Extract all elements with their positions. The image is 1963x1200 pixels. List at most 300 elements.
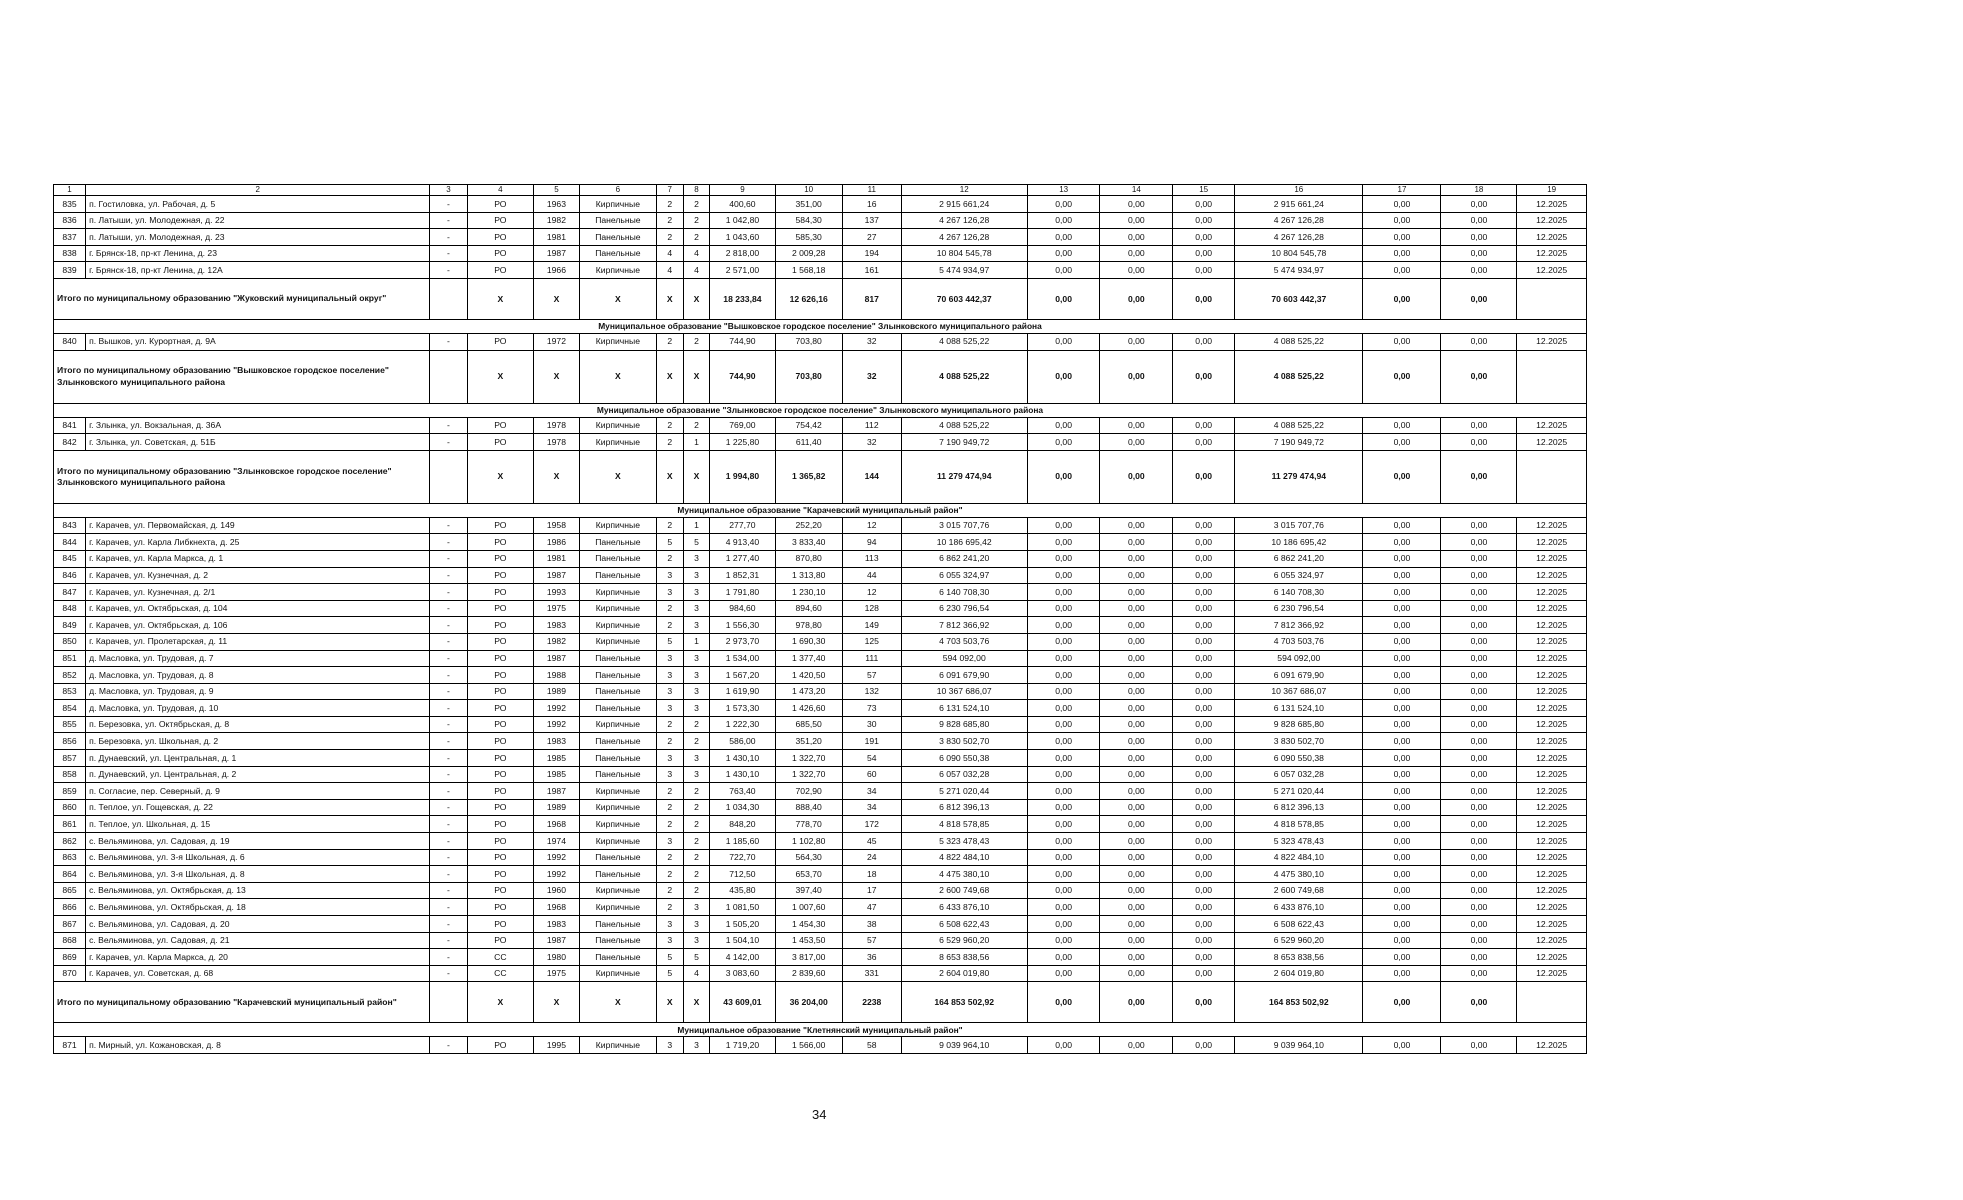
table-cell: 6 055 324,97: [901, 567, 1027, 584]
table-cell: 0,00: [1441, 833, 1517, 850]
table-cell: 5 271 020,44: [901, 783, 1027, 800]
table-cell: Панельные: [579, 700, 656, 717]
table-cell: 2: [683, 229, 710, 246]
table-cell: 4 267 126,28: [1235, 229, 1363, 246]
table-cell: 0,00: [1441, 866, 1517, 883]
table-cell: 1 573,30: [710, 700, 775, 717]
table-cell: РО: [467, 517, 533, 534]
table-cell: 841: [54, 417, 86, 434]
table-cell: 4 088 525,22: [901, 333, 1027, 350]
table-cell: г. Карачев, ул. Советская, д. 68: [86, 965, 430, 982]
table-cell: 2 571,00: [710, 262, 775, 279]
table-cell: 5 474 934,97: [901, 262, 1027, 279]
table-cell: 0,00: [1027, 517, 1100, 534]
table-cell: Кирпичные: [579, 196, 656, 213]
table-cell: -: [430, 882, 467, 899]
table-cell: 0,00: [1100, 882, 1173, 899]
table-cell: 3: [683, 550, 710, 567]
table-cell: г. Злынка, ул. Советская, д. 51Б: [86, 434, 430, 451]
table-cell: 0,00: [1100, 916, 1173, 933]
table-cell: 3 015 707,76: [901, 517, 1027, 534]
table-cell: 0,00: [1441, 633, 1517, 650]
table-cell: 2: [656, 212, 683, 229]
table-cell: Панельные: [579, 245, 656, 262]
table-cell: 1 430,10: [710, 766, 775, 783]
table-cell: РО: [467, 650, 533, 667]
total-cell: 0,00: [1173, 450, 1235, 503]
table-cell: 1985: [533, 750, 579, 767]
table-cell: 1987: [533, 932, 579, 949]
table-cell: 846: [54, 567, 86, 584]
table-cell: 125: [842, 633, 901, 650]
table-cell: 2 915 661,24: [1235, 196, 1363, 213]
table-cell: -: [430, 567, 467, 584]
total-cell: 70 603 442,37: [901, 278, 1027, 319]
table-row: [54, 650, 1587, 667]
total-cell: Х: [656, 982, 683, 1023]
table-cell: п. Гостиловка, ул. Рабочая, д. 5: [86, 196, 430, 213]
table-cell: 10 186 695,42: [901, 534, 1027, 551]
table-cell: -: [430, 434, 467, 451]
table-cell: 0,00: [1027, 229, 1100, 246]
total-cell: Х: [656, 350, 683, 403]
table-cell: 866: [54, 899, 86, 916]
table-cell: 12.2025: [1517, 866, 1587, 883]
housing-repair-table: [53, 184, 1587, 1054]
table-cell: 47: [842, 899, 901, 916]
table-cell: 0,00: [1027, 783, 1100, 800]
table-cell: 0,00: [1100, 567, 1173, 584]
table-cell: 132: [842, 683, 901, 700]
table-cell: п. Латыши, ул. Молодежная, д. 23: [86, 229, 430, 246]
table-cell: -: [430, 683, 467, 700]
table-cell: Панельные: [579, 212, 656, 229]
table-cell: 0,00: [1363, 333, 1441, 350]
table-cell: 12.2025: [1517, 750, 1587, 767]
table-cell: -: [430, 816, 467, 833]
table-cell: 2: [656, 733, 683, 750]
total-cell: 744,90: [710, 350, 775, 403]
table-cell: п. Вышков, ул. Курортная, д. 9А: [86, 333, 430, 350]
table-cell: Кирпичные: [579, 262, 656, 279]
header-cell: 8: [683, 185, 710, 196]
table-cell: 0,00: [1363, 750, 1441, 767]
table-cell: 2: [683, 783, 710, 800]
total-cell: 0,00: [1027, 350, 1100, 403]
table-cell: 4 142,00: [710, 949, 775, 966]
table-cell: 0,00: [1173, 517, 1235, 534]
table-cell: 2: [656, 617, 683, 634]
table-cell: 0,00: [1363, 716, 1441, 733]
table-cell: с. Вельяминова, ул. Октябрьская, д. 18: [86, 899, 430, 916]
table-cell: РО: [467, 816, 533, 833]
table-cell: 1986: [533, 534, 579, 551]
table-cell: п. Теплое, ул. Школьная, д. 15: [86, 816, 430, 833]
table-cell: 3: [683, 617, 710, 634]
table-cell: 57: [842, 667, 901, 684]
table-cell: 0,00: [1027, 816, 1100, 833]
table-cell: Кирпичные: [579, 716, 656, 733]
table-cell: 6 812 396,13: [901, 799, 1027, 816]
table-cell: 0,00: [1441, 733, 1517, 750]
table-cell: -: [430, 866, 467, 883]
table-cell: Панельные: [579, 567, 656, 584]
table-cell: 0,00: [1100, 196, 1173, 213]
table-cell: Панельные: [579, 550, 656, 567]
table-cell: 12.2025: [1517, 333, 1587, 350]
table-cell: 4 475 380,10: [901, 866, 1027, 883]
table-cell: 3: [656, 766, 683, 783]
table-cell: 0,00: [1441, 750, 1517, 767]
table-cell: 611,40: [775, 434, 842, 451]
table-cell: 1 556,30: [710, 617, 775, 634]
table-cell: 6 433 876,10: [1235, 899, 1363, 916]
table-row: [54, 212, 1587, 229]
table-cell: 0,00: [1441, 196, 1517, 213]
table-row: [54, 882, 1587, 899]
table-cell: 702,90: [775, 783, 842, 800]
table-cell: 34: [842, 783, 901, 800]
section-header-row: [54, 1023, 1587, 1037]
table-cell: Кирпичные: [579, 899, 656, 916]
table-cell: 0,00: [1027, 600, 1100, 617]
table-cell: РО: [467, 617, 533, 634]
table-cell: 0,00: [1100, 667, 1173, 684]
table-cell: 0,00: [1363, 833, 1441, 850]
total-cell: 0,00: [1441, 450, 1517, 503]
total-cell: 0,00: [1027, 982, 1100, 1023]
table-cell: 1983: [533, 916, 579, 933]
table-cell: 0,00: [1027, 766, 1100, 783]
table-cell: 0,00: [1441, 667, 1517, 684]
table-cell: 1985: [533, 766, 579, 783]
total-cell: Х: [683, 350, 710, 403]
table-cell: 1992: [533, 866, 579, 883]
table-cell: 1 102,80: [775, 833, 842, 850]
table-cell: 2: [656, 550, 683, 567]
table-cell: 0,00: [1173, 245, 1235, 262]
table-cell: 12.2025: [1517, 1037, 1587, 1054]
table-row: [54, 417, 1587, 434]
table-cell: 2: [656, 434, 683, 451]
table-cell: 1 454,30: [775, 916, 842, 933]
table-cell: 7 190 949,72: [901, 434, 1027, 451]
table-cell: 0,00: [1027, 567, 1100, 584]
table-cell: 12.2025: [1517, 932, 1587, 949]
table-cell: 4: [656, 262, 683, 279]
table-cell: 0,00: [1173, 534, 1235, 551]
column-number-header: [54, 185, 1587, 196]
table-cell: 856: [54, 733, 86, 750]
table-cell: -: [430, 965, 467, 982]
table-cell: -: [430, 932, 467, 949]
table-cell: 862: [54, 833, 86, 850]
table-cell: 0,00: [1173, 1037, 1235, 1054]
table-cell: 0,00: [1441, 617, 1517, 634]
table-cell: Кирпичные: [579, 816, 656, 833]
table-cell: 0,00: [1363, 816, 1441, 833]
table-cell: 1982: [533, 212, 579, 229]
total-cell: 0,00: [1100, 982, 1173, 1023]
total-cell: 164 853 502,92: [1235, 982, 1363, 1023]
table-cell: Кирпичные: [579, 517, 656, 534]
table-cell: 0,00: [1441, 550, 1517, 567]
table-cell: 2: [683, 816, 710, 833]
total-cell: 703,80: [775, 350, 842, 403]
table-cell: 3: [683, 584, 710, 601]
table-cell: -: [430, 617, 467, 634]
table-cell: 2: [656, 600, 683, 617]
total-cell: Х: [579, 278, 656, 319]
table-cell: 0,00: [1441, 650, 1517, 667]
table-cell: 0,00: [1363, 245, 1441, 262]
table-cell: 1 719,20: [710, 1037, 775, 1054]
table-cell: 1963: [533, 196, 579, 213]
total-cell: [1517, 982, 1587, 1023]
table-cell: 1: [683, 434, 710, 451]
table-cell: 1981: [533, 229, 579, 246]
table-cell: РО: [467, 733, 533, 750]
table-cell: 0,00: [1441, 916, 1517, 933]
table-cell: 1 567,20: [710, 667, 775, 684]
table-cell: 400,60: [710, 196, 775, 213]
table-cell: 0,00: [1173, 667, 1235, 684]
table-row: [54, 949, 1587, 966]
table-cell: 1 277,40: [710, 550, 775, 567]
table-cell: г. Злынка, ул. Вокзальная, д. 36А: [86, 417, 430, 434]
table-cell: 712,50: [710, 866, 775, 883]
table-cell: 0,00: [1441, 882, 1517, 899]
table-cell: д. Масловка, ул. Трудовая, д. 10: [86, 700, 430, 717]
table-cell: 191: [842, 733, 901, 750]
total-cell: [430, 982, 467, 1023]
table-cell: г. Карачев, ул. Кузнечная, д. 2/1: [86, 584, 430, 601]
table-cell: 351,20: [775, 733, 842, 750]
table-cell: 4: [683, 262, 710, 279]
table-cell: -: [430, 667, 467, 684]
table-cell: 1978: [533, 417, 579, 434]
header-cell: 19: [1517, 185, 1587, 196]
table-row: [54, 816, 1587, 833]
table-cell: Кирпичные: [579, 434, 656, 451]
table-cell: 6 862 241,20: [1235, 550, 1363, 567]
total-cell: [1517, 450, 1587, 503]
table-cell: 6 090 550,38: [901, 750, 1027, 767]
table-cell: -: [430, 849, 467, 866]
table-cell: 0,00: [1100, 700, 1173, 717]
table-cell: Панельные: [579, 229, 656, 246]
table-cell: РО: [467, 245, 533, 262]
table-cell: п. Березовка, ул. Школьная, д. 2: [86, 733, 430, 750]
table-cell: 1 225,80: [710, 434, 775, 451]
table-cell: 2: [683, 849, 710, 866]
table-cell: 18: [842, 866, 901, 883]
table-cell: 10 186 695,42: [1235, 534, 1363, 551]
table-cell: 2 839,60: [775, 965, 842, 982]
table-cell: 5: [656, 949, 683, 966]
total-cell: 0,00: [1173, 350, 1235, 403]
table-cell: 2: [683, 882, 710, 899]
table-cell: 252,20: [775, 517, 842, 534]
table-cell: 0,00: [1027, 333, 1100, 350]
table-cell: 0,00: [1173, 617, 1235, 634]
total-cell: Х: [467, 278, 533, 319]
table-cell: 839: [54, 262, 86, 279]
table-cell: 0,00: [1441, 417, 1517, 434]
table-cell: 0,00: [1173, 700, 1235, 717]
table-cell: 3: [656, 700, 683, 717]
table-cell: 0,00: [1100, 866, 1173, 883]
table-cell: 1987: [533, 783, 579, 800]
table-cell: 149: [842, 617, 901, 634]
table-cell: Панельные: [579, 949, 656, 966]
total-cell: 144: [842, 450, 901, 503]
table-cell: 4 088 525,22: [901, 417, 1027, 434]
table-cell: 5: [683, 949, 710, 966]
table-cell: 1 852,31: [710, 567, 775, 584]
table-cell: 0,00: [1173, 434, 1235, 451]
total-cell: 0,00: [1027, 450, 1100, 503]
table-cell: 6 131 524,10: [901, 700, 1027, 717]
table-cell: 1987: [533, 245, 579, 262]
table-cell: 1: [683, 633, 710, 650]
table-cell: 3: [656, 750, 683, 767]
table-cell: Кирпичные: [579, 882, 656, 899]
table-cell: 1968: [533, 816, 579, 833]
table-cell: 594 092,00: [1235, 650, 1363, 667]
table-cell: 840: [54, 333, 86, 350]
table-cell: 3: [683, 916, 710, 933]
table-cell: 4 088 525,22: [1235, 333, 1363, 350]
table-cell: 860: [54, 799, 86, 816]
table-cell: 1 222,30: [710, 716, 775, 733]
table-cell: 2: [656, 882, 683, 899]
total-cell: 1 994,80: [710, 450, 775, 503]
table-cell: Панельные: [579, 866, 656, 883]
table-cell: 0,00: [1100, 750, 1173, 767]
table-cell: 7 812 366,92: [1235, 617, 1363, 634]
table-cell: 0,00: [1363, 766, 1441, 783]
table-cell: 12.2025: [1517, 633, 1587, 650]
table-cell: 12.2025: [1517, 584, 1587, 601]
table-cell: 871: [54, 1037, 86, 1054]
table-cell: -: [430, 517, 467, 534]
table-cell: -: [430, 600, 467, 617]
table-cell: г. Карачев, ул. Октябрьская, д. 104: [86, 600, 430, 617]
table-cell: -: [430, 833, 467, 850]
total-row: [54, 982, 1587, 1023]
table-cell: д. Масловка, ул. Трудовая, д. 9: [86, 683, 430, 700]
table-row: [54, 633, 1587, 650]
total-row: [54, 450, 1587, 503]
table-cell: 0,00: [1441, 567, 1517, 584]
table-cell: 12.2025: [1517, 567, 1587, 584]
table-cell: 0,00: [1441, 1037, 1517, 1054]
table-cell: 128: [842, 600, 901, 617]
table-cell: 12.2025: [1517, 262, 1587, 279]
table-cell: -: [430, 766, 467, 783]
table-cell: п. Дунаевский, ул. Центральная, д. 2: [86, 766, 430, 783]
table-cell: Панельные: [579, 750, 656, 767]
table-cell: 0,00: [1363, 799, 1441, 816]
table-cell: 0,00: [1027, 417, 1100, 434]
table-cell: 1987: [533, 567, 579, 584]
table-cell: г. Брянск-18, пр-кт Ленина, д. 12А: [86, 262, 430, 279]
table-cell: г. Карачев, ул. Карла Маркса, д. 20: [86, 949, 430, 966]
table-cell: 3: [656, 916, 683, 933]
total-cell: Х: [656, 450, 683, 503]
table-cell: 1983: [533, 733, 579, 750]
table-cell: РО: [467, 212, 533, 229]
table-cell: РО: [467, 600, 533, 617]
table-cell: 2: [683, 866, 710, 883]
table-cell: 137: [842, 212, 901, 229]
table-row: [54, 700, 1587, 717]
table-row: [54, 799, 1587, 816]
table-cell: -: [430, 700, 467, 717]
table-cell: 0,00: [1100, 833, 1173, 850]
table-cell: 10 804 545,78: [1235, 245, 1363, 262]
table-cell: 869: [54, 949, 86, 966]
table-cell: Панельные: [579, 766, 656, 783]
table-cell: 8 653 838,56: [1235, 949, 1363, 966]
table-cell: 0,00: [1363, 550, 1441, 567]
table-row: [54, 750, 1587, 767]
table-cell: 94: [842, 534, 901, 551]
table-cell: РО: [467, 262, 533, 279]
table-cell: 4 267 126,28: [1235, 212, 1363, 229]
table-cell: 0,00: [1173, 833, 1235, 850]
table-cell: 3: [683, 750, 710, 767]
table-cell: Панельные: [579, 733, 656, 750]
table-cell: 1972: [533, 333, 579, 350]
table-cell: д. Масловка, ул. Трудовая, д. 8: [86, 667, 430, 684]
table-cell: 5: [656, 534, 683, 551]
total-cell: Х: [533, 350, 579, 403]
table-cell: 0,00: [1173, 333, 1235, 350]
table-row: [54, 550, 1587, 567]
table-cell: -: [430, 650, 467, 667]
table-cell: 0,00: [1100, 517, 1173, 534]
table-cell: 1988: [533, 667, 579, 684]
table-cell: 0,00: [1173, 262, 1235, 279]
table-cell: 8 653 838,56: [901, 949, 1027, 966]
table-cell: 0,00: [1027, 700, 1100, 717]
table-cell: РО: [467, 534, 533, 551]
table-cell: 0,00: [1100, 633, 1173, 650]
table-cell: 0,00: [1363, 196, 1441, 213]
total-cell: Х: [683, 450, 710, 503]
total-cell: Х: [467, 350, 533, 403]
table-cell: 0,00: [1363, 584, 1441, 601]
header-cell: 12: [901, 185, 1027, 196]
table-cell: 0,00: [1173, 229, 1235, 246]
table-cell: 1 377,40: [775, 650, 842, 667]
table-cell: 2: [656, 899, 683, 916]
table-cell: 4 475 380,10: [1235, 866, 1363, 883]
table-cell: 564,30: [775, 849, 842, 866]
table-cell: 12.2025: [1517, 229, 1587, 246]
table-cell: Кирпичные: [579, 633, 656, 650]
table-cell: 1 690,30: [775, 633, 842, 650]
table-cell: 2 009,28: [775, 245, 842, 262]
table-row: [54, 517, 1587, 534]
section-header-row: [54, 503, 1587, 517]
table-cell: 870,80: [775, 550, 842, 567]
table-cell: -: [430, 916, 467, 933]
table-cell: 2 973,70: [710, 633, 775, 650]
table-cell: 3: [683, 932, 710, 949]
